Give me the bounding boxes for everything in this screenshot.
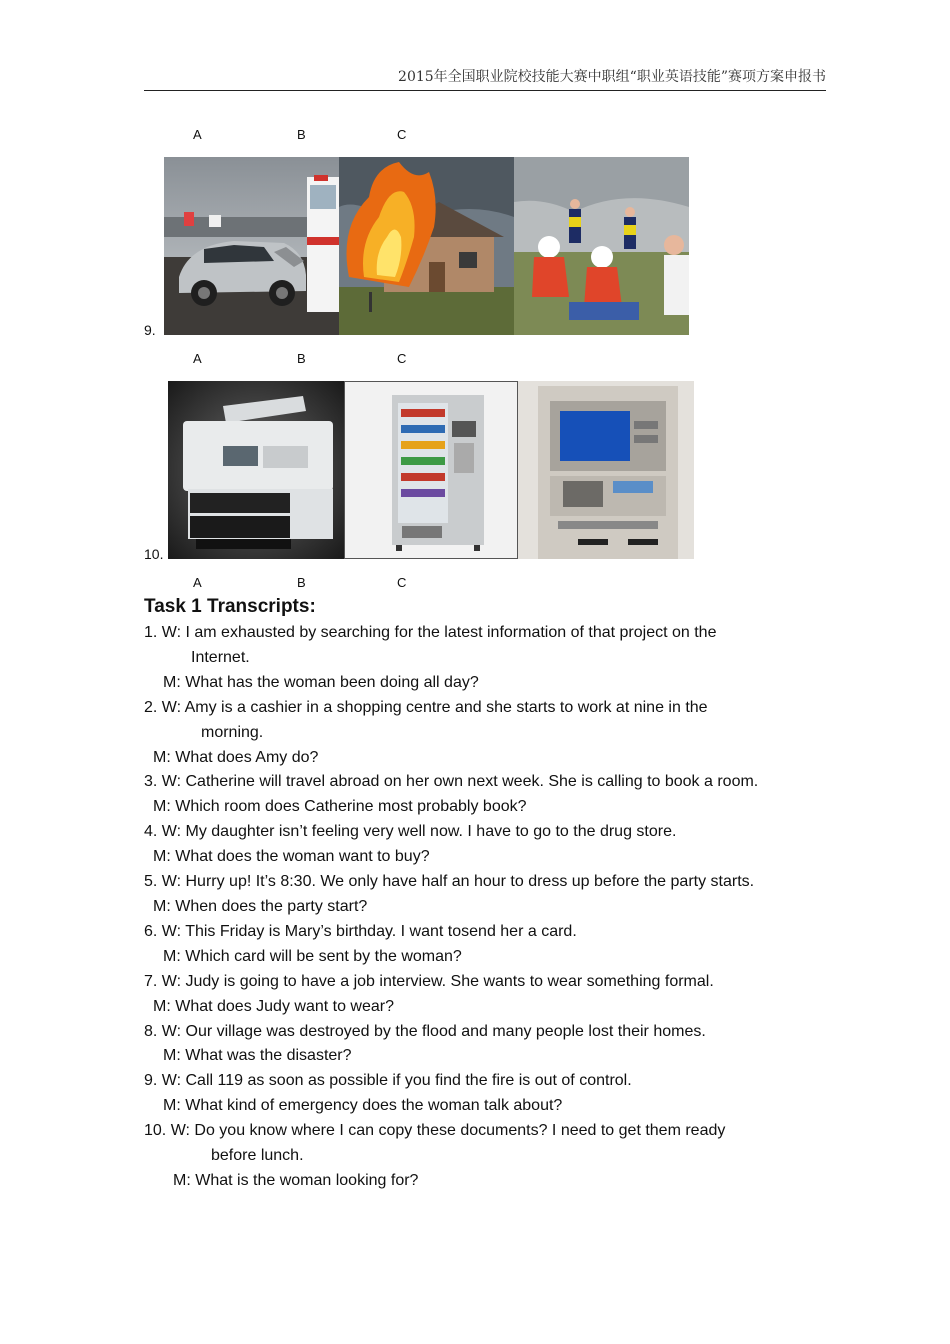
transcript — [144, 621, 825, 1194]
transcript-w-continued: morning. — [201, 723, 264, 741]
transcript-m-line: M: Which card will be sent by the woman? — [163, 947, 462, 965]
transcript-m-line: M: What is the woman looking for? — [173, 1171, 419, 1189]
option-label-a: A — [193, 127, 202, 142]
option-label-c: C — [397, 575, 407, 590]
option-label-b: B — [297, 351, 306, 366]
transcript-w-line: 7. W: Judy is going to have a job interview. She wants to wear something formal. — [144, 972, 714, 990]
page-header: 2015年全国职业院校技能大赛中职组“职业英语技能”赛项方案申报书 — [144, 66, 826, 91]
transcript-m-line: M: When does the party start? — [153, 897, 368, 915]
transcript-w-line: 6. W: This Friday is Mary’s birthday. I want tosend her a card. — [144, 922, 577, 940]
question-10-number: 10. — [144, 546, 164, 562]
transcript-w-line: 4. W: My daughter isn’t feeling very well now. I have to go to the drug store. — [144, 823, 677, 841]
transcript-m-line: M: What does the woman want to buy? — [153, 848, 430, 866]
transcript-m-line: M: What does Judy want to wear? — [153, 997, 394, 1015]
transcript-m-line: M: Which room does Catherine most probably book? — [153, 798, 527, 816]
transcript-w-line: 8. W: Our village was destroyed by the flood and many people lost their homes. — [144, 1022, 706, 1040]
transcript-m-line: M: What kind of emergency does the woman talk about? — [163, 1097, 563, 1115]
question-9-images — [164, 157, 689, 335]
transcript-m-line: M: What has the woman been doing all day? — [163, 673, 479, 691]
transcript-w-line: 10. W: Do you know where I can copy these documents? I need to get them ready — [144, 1122, 726, 1140]
copier-printer-image[interactable] — [168, 381, 344, 559]
transcript-w-line: 5. W: Hurry up! It’s 8:30. We only have half an hour to dress up before the party starts. — [144, 873, 755, 891]
transcript-w-line: 2. W: Amy is a cashier in a shopping centre and she starts to work at nine in the — [144, 698, 708, 716]
option-label-c: C — [397, 351, 407, 366]
transcript-m-line: M: What does Amy do? — [153, 748, 319, 766]
atm-machine-image[interactable] — [518, 381, 694, 559]
transcript-w-continued: Internet. — [191, 648, 250, 666]
transcript-w-continued: before lunch. — [211, 1147, 304, 1165]
car-accident-image[interactable] — [164, 157, 339, 335]
option-label-a: A — [193, 575, 202, 590]
option-label-b: B — [297, 575, 306, 590]
transcript-w-line: 1. W: I am exhausted by searching for the latest information of that project on the — [144, 624, 717, 641]
vending-machine-image[interactable] — [344, 381, 518, 559]
option-label-b: B — [297, 127, 306, 142]
house-fire-image[interactable] — [339, 157, 514, 335]
rescue-workers-image[interactable] — [514, 157, 689, 335]
transcript-w-line: 3. W: Catherine will travel abroad on her own next week. She is calling to book a room. — [144, 773, 759, 791]
transcript-w-line: 9. W: Call 119 as soon as possible if you find the fire is out of control. — [144, 1072, 632, 1090]
option-label-c: C — [397, 127, 407, 142]
question-10-images — [168, 381, 694, 559]
question-9-number: 9. — [144, 322, 156, 338]
task-title: Task 1 Transcripts: — [144, 596, 316, 617]
option-label-a: A — [193, 351, 202, 366]
transcript-m-line: M: What was the disaster? — [163, 1047, 352, 1065]
